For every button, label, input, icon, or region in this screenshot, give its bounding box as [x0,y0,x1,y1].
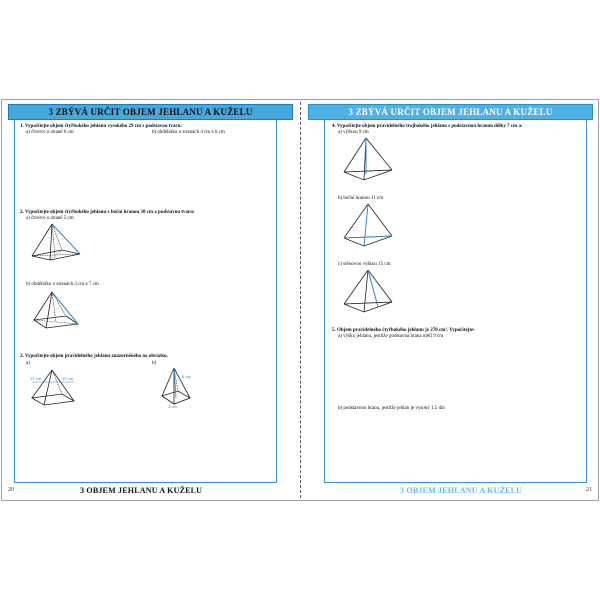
book-spread [1,99,599,501]
page-fold-divider [300,102,301,498]
task5-b: b) podstavnou hranu, jestliže jehlan je vysoký 1,5 dm [338,406,445,411]
pyramid-figure-3a [30,368,78,408]
task2-b: b) obdélníku o stranách 3 cm a 7 cm [26,282,99,287]
task3-a: a) [26,361,30,366]
right-page-header: 3 ZBÝVÁ URČIT OBJEM JEHLANU A KUŽELU [308,104,593,120]
task3-b: b) [152,361,157,366]
fig3b-label-2: 4 cm [168,404,177,409]
task5-title: 5. Objem pravidelného čtyřbokého jehlanu je 270 cm³. Vypočítejte: [332,328,475,333]
fig3a-label-2: 15 cm [62,376,74,381]
task1-title: 1. Vypočítejte objem čtyřbokého jehlanu vysokého 29 cm s podstavou tvaru: [20,124,183,129]
right-page-footer: 3 OBJEM JEHLANU A KUŽELU [400,486,523,495]
task4-title: 4. Vypočítejte objem pravidelného trojbokého jehlanu s podstavnou hranou délky 7 cm a: [332,124,523,129]
task1-a: a) čtverce o straně 6 cm [26,130,74,135]
pyramid-figure-2a [28,222,84,262]
pyramid-figure-4a [342,136,396,182]
task4-b: b) boční hranou 11 cm [338,196,384,201]
task1-b: b) obdélníku o stranách 4 cm a 6 cm [152,130,225,135]
right-page [302,100,599,500]
left-page-header: 3 ZBÝVÁ URČIT OBJEM JEHLANU A KUŽELU [8,104,293,120]
task4-c: c) stěnovou výškou 15 cm [338,262,391,267]
task2-a: a) čtverce o straně 5 cm [26,216,74,221]
pyramid-figure-3b [160,366,194,408]
left-page-footer: 3 OBJEM JEHLANU A KUŽELU [80,486,203,495]
pyramid-figure-4c [342,268,396,314]
task2-title: 2. Vypočítejte objem čtyřbokého jehlanu s boční hranou 30 cm a podstavou tvaru: [20,210,195,215]
fig3b-label-1: 6 cm [182,374,191,379]
pyramid-figure-2b [30,290,82,330]
left-page [2,100,299,500]
task3-title: 3. Vypočítejte objem pravidelného jehlanu znázorněného na obrázku. [20,354,168,359]
task5-a: a) výšku jehlanu, jestliže podstavná hrana měří 9 cm [338,334,444,339]
pyramid-figure-4b [342,202,396,248]
task4-a: a) výškou 9 cm [338,130,369,135]
left-page-number: 20 [8,487,14,493]
fig3a-label-1: 12 cm [30,376,42,381]
right-page-number: 21 [586,487,592,493]
